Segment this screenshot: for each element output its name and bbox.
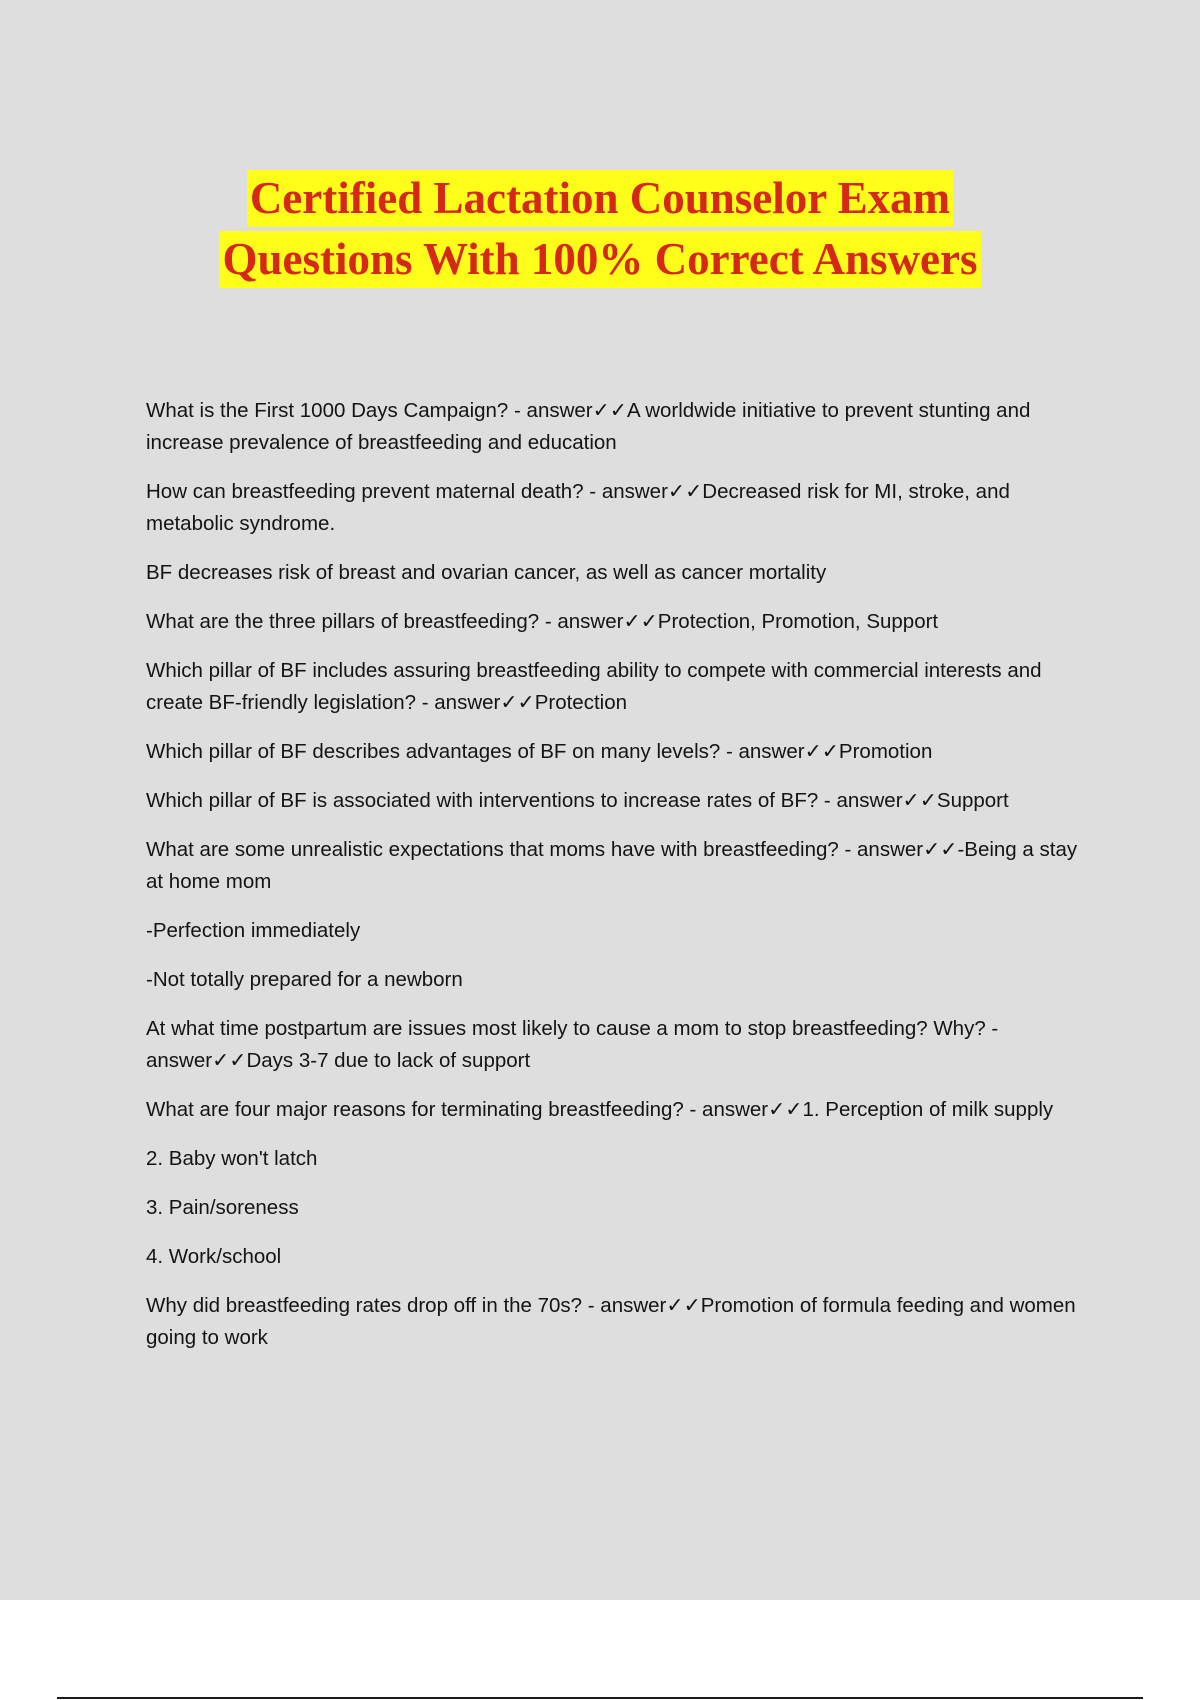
- qa-paragraph: BF decreases risk of breast and ovarian cancer, as well as cancer mortality: [146, 561, 827, 584]
- qa-paragraph: Which pillar of BF includes assuring breastfeeding ability to compete with commercial interests and create BF-friendly legislation? - answer✓✓Protection: [146, 659, 1042, 714]
- qa-paragraph: Which pillar of BF is associated with interventions to increase rates of BF? - answer✓✓Support: [146, 789, 1009, 812]
- title-line-1: Certified Lactation Counselor Exam: [247, 170, 953, 227]
- document-title: [0, 170, 1200, 288]
- qa-paragraph: What are some unrealistic expectations that moms have with breastfeeding? - answer✓✓-Being a stay at home mom: [146, 838, 1078, 893]
- qa-paragraph: What are the three pillars of breastfeeding? - answer✓✓Protection, Promotion, Support: [146, 610, 939, 633]
- qa-paragraph: Which pillar of BF describes advantages of BF on many levels? - answer✓✓Promotion: [146, 740, 933, 763]
- qa-paragraph: -Not totally prepared for a newborn: [146, 968, 463, 991]
- qa-paragraph: 4. Work/school: [146, 1245, 282, 1268]
- qa-paragraph: What is the First 1000 Days Campaign? - answer✓✓A worldwide initiative to prevent stunting and increase prevalence of breastfeeding and education: [146, 399, 1031, 454]
- qa-paragraph: How can breastfeeding prevent maternal death? - answer✓✓Decreased risk for MI, stroke, and metabolic syndrome.: [146, 480, 1010, 535]
- qa-paragraph: -Perfection immediately: [146, 919, 361, 942]
- qa-paragraph: 2. Baby won't latch: [146, 1147, 318, 1170]
- title-line-2: Questions With 100% Correct Answers: [219, 231, 980, 288]
- footer-divider: [57, 1697, 1143, 1699]
- qa-paragraph: Why did breastfeeding rates drop off in the 70s? - answer✓✓Promotion of formula feeding and women going to work: [146, 1294, 1076, 1349]
- qa-paragraph: What are four major reasons for terminating breastfeeding? - answer✓✓1. Perception of milk supply: [146, 1098, 1054, 1121]
- qa-paragraph: At what time postpartum are issues most likely to cause a mom to stop breastfeeding? Why? - answer✓✓Days 3-7 due to lack of support: [146, 1017, 999, 1072]
- qa-paragraph: 3. Pain/soreness: [146, 1196, 299, 1219]
- qa-body: [146, 395, 1096, 1371]
